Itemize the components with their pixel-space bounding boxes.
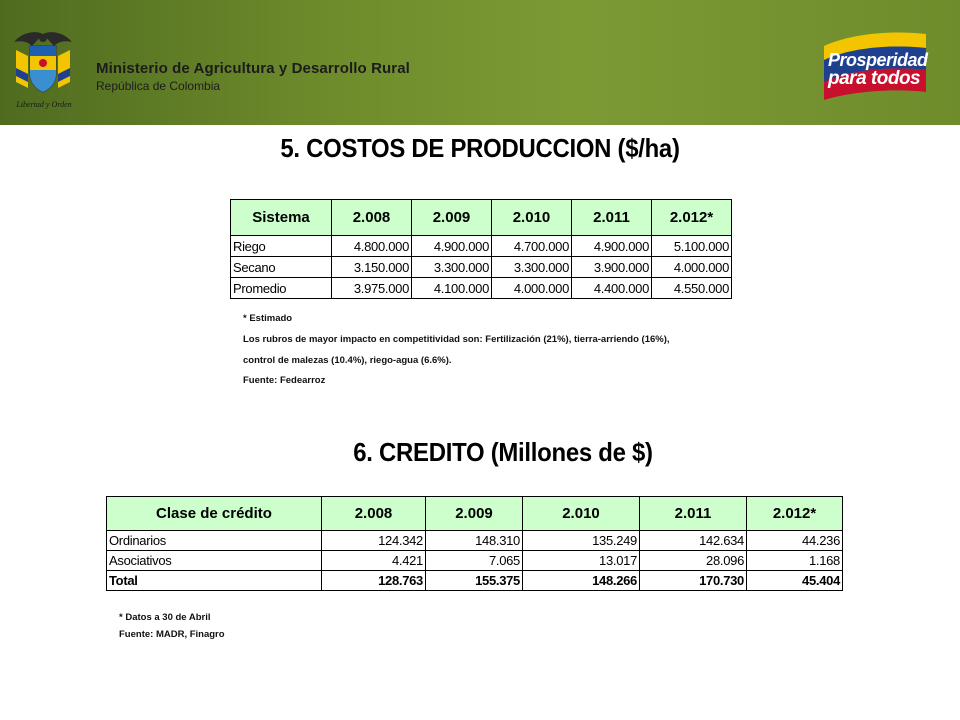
table-cell: 4.421 bbox=[322, 551, 426, 571]
ministry-title: Ministerio de Agricultura y Desarrollo Rural bbox=[96, 60, 410, 77]
credito-table bbox=[106, 496, 843, 591]
table-cell: 4.550.000 bbox=[652, 278, 732, 299]
table-cell: 7.065 bbox=[426, 551, 523, 571]
note-estimado: * Estimado bbox=[243, 313, 293, 324]
total-row bbox=[107, 571, 843, 591]
table-cell: 4.000.000 bbox=[652, 257, 732, 278]
table-cell: 3.300.000 bbox=[492, 257, 572, 278]
table-cell: 3.150.000 bbox=[332, 257, 412, 278]
table-header-row bbox=[231, 200, 732, 236]
row-label: Asociativos bbox=[107, 551, 322, 571]
table-cell: 170.730 bbox=[640, 571, 747, 591]
row-label: Promedio bbox=[231, 278, 332, 299]
column-header: 2.009 bbox=[426, 497, 523, 531]
note-fuente-madr: Fuente: MADR, Finagro bbox=[119, 629, 225, 640]
table-cell: 13.017 bbox=[523, 551, 640, 571]
row-label: Riego bbox=[231, 236, 332, 257]
table-cell: 4.900.000 bbox=[572, 236, 652, 257]
table-cell: 5.100.000 bbox=[652, 236, 732, 257]
note-datos-abril: * Datos a 30 de Abril bbox=[119, 612, 211, 623]
table-cell: 4.700.000 bbox=[492, 236, 572, 257]
note-rubros-line1: Los rubros de mayor impacto en competitividad son: Fertilización (21%), tierra-arriendo (16%), bbox=[243, 334, 670, 345]
table-cell: 148.310 bbox=[426, 531, 523, 551]
table-cell: 3.900.000 bbox=[572, 257, 652, 278]
table-cell: 4.000.000 bbox=[492, 278, 572, 299]
note-rubros-line2: control de malezas (10.4%), riego-agua (6.6%). bbox=[243, 355, 452, 366]
table-header-row bbox=[107, 497, 843, 531]
table-cell: 3.975.000 bbox=[332, 278, 412, 299]
logo-text-line2: para todos bbox=[828, 68, 921, 89]
table-row bbox=[107, 531, 843, 551]
table-cell: 135.249 bbox=[523, 531, 640, 551]
column-header: Clase de crédito bbox=[107, 497, 322, 531]
table-cell: 1.168 bbox=[747, 551, 843, 571]
table-cell: 4.400.000 bbox=[572, 278, 652, 299]
table-cell: 142.634 bbox=[640, 531, 747, 551]
column-header: 2.009 bbox=[412, 200, 492, 236]
costos-table bbox=[230, 199, 732, 299]
logo-text-line1: Prosperidad bbox=[828, 50, 928, 70]
column-header: 2.010 bbox=[523, 497, 640, 531]
column-header: 2.008 bbox=[332, 200, 412, 236]
table-cell: 4.900.000 bbox=[412, 236, 492, 257]
table-row bbox=[231, 278, 732, 299]
column-header: 2.012* bbox=[652, 200, 732, 236]
column-header: 2.011 bbox=[640, 497, 747, 531]
column-header: Sistema bbox=[231, 200, 332, 236]
section-title-costos: 5. COSTOS DE PRODUCCION ($/ha) bbox=[280, 133, 680, 163]
crest-caption: Libertad y Orden bbox=[16, 100, 72, 109]
column-header: 2.012* bbox=[747, 497, 843, 531]
column-header: 2.010 bbox=[492, 200, 572, 236]
table-cell: 155.375 bbox=[426, 571, 523, 591]
row-label: Secano bbox=[231, 257, 332, 278]
table-cell: 4.800.000 bbox=[332, 236, 412, 257]
column-header: 2.008 bbox=[322, 497, 426, 531]
row-label: Ordinarios bbox=[107, 531, 322, 551]
row-label: Total bbox=[107, 571, 322, 591]
table-row bbox=[231, 257, 732, 278]
column-header: 2.011 bbox=[572, 200, 652, 236]
table-cell: 28.096 bbox=[640, 551, 747, 571]
table-cell: 3.300.000 bbox=[412, 257, 492, 278]
table-cell: 4.100.000 bbox=[412, 278, 492, 299]
section-title-credito: 6. CREDITO (Millones de $) bbox=[353, 437, 653, 467]
table-cell: 124.342 bbox=[322, 531, 426, 551]
note-fuente-fedearroz: Fuente: Fedearroz bbox=[243, 375, 326, 386]
table-cell: 128.763 bbox=[322, 571, 426, 591]
table-row bbox=[231, 236, 732, 257]
table-row bbox=[107, 551, 843, 571]
prosperidad-logo bbox=[820, 30, 930, 100]
header-band bbox=[0, 0, 960, 125]
ministry-subtitle: República de Colombia bbox=[96, 79, 221, 93]
table-cell: 148.266 bbox=[523, 571, 640, 591]
table-cell: 44.236 bbox=[747, 531, 843, 551]
table-cell: 45.404 bbox=[747, 571, 843, 591]
